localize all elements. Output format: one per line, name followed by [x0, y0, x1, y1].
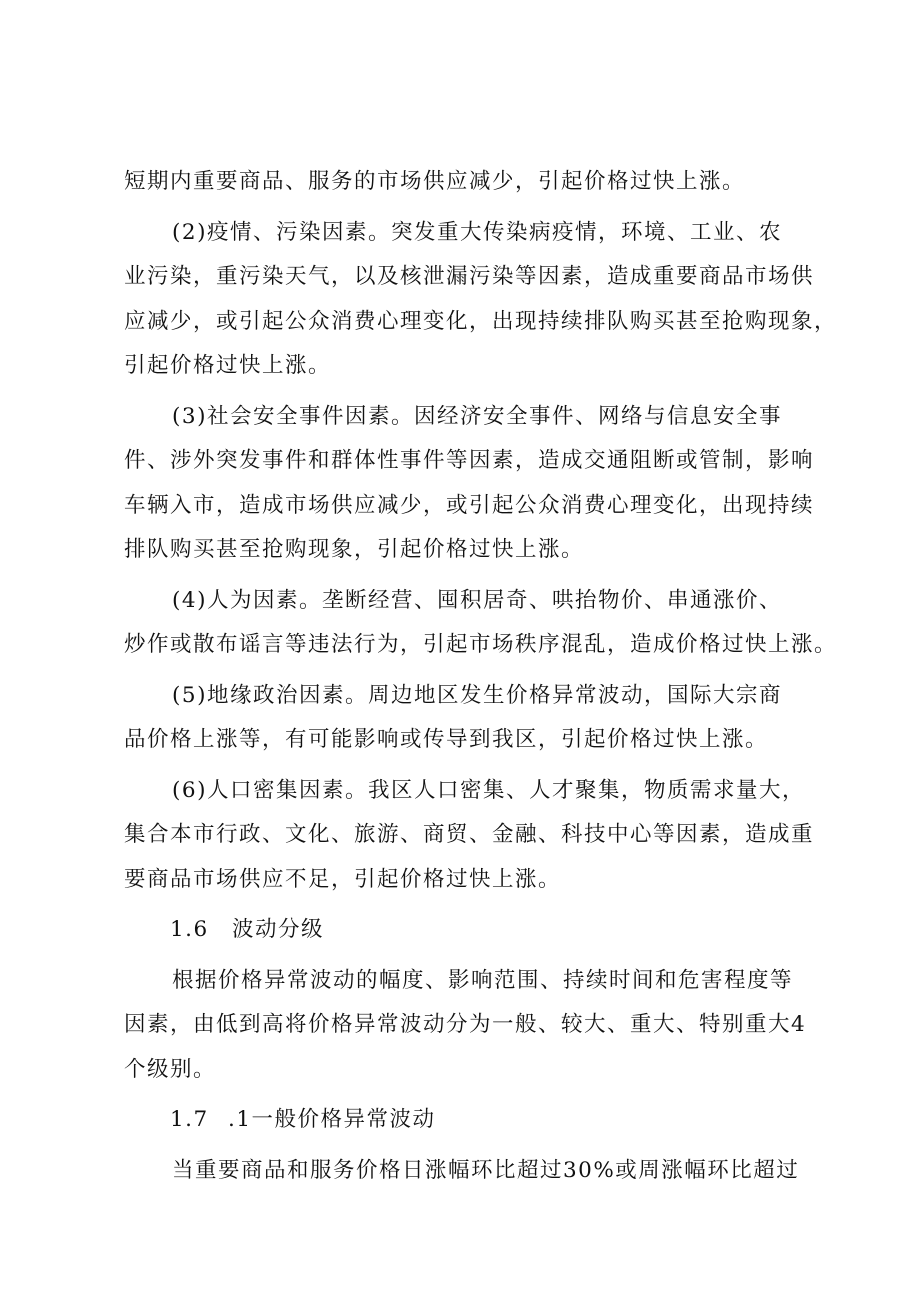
paragraph-epidemic-pollution — [124, 211, 838, 389]
paragraph-line: (5)地缘政治因素。周边地区发生价格异常波动，国际大宗商 — [172, 682, 782, 708]
paragraph-line: 当重要商品和服务价格日涨幅环比超过30%或周涨幅环比超过 — [172, 1157, 800, 1183]
paragraph-line: 件、涉外突发事件和群体性事件等因素，造成交通阻断或管制，影响 — [124, 448, 815, 473]
section-number: 1.6 — [170, 917, 209, 942]
paragraph-human-factors — [124, 579, 838, 668]
paragraph-line: 业污染，重污染天气，以及核泄漏污染等因素，造成重要商品市场供 — [124, 264, 815, 289]
paragraph-line: 排队购买甚至抢购现象，引起价格过快上涨。 — [124, 537, 585, 562]
paragraph-line: 炒作或散布谣言等违法行为，引起市场秩序混乱，造成价格过快上涨。 — [124, 632, 838, 657]
paragraph-line: 根据价格异常波动的幅度、影响范围、持续时间和危害程度等 — [172, 967, 794, 993]
paragraph-line: (2)疫情、污染因素。突发重大传染病疫情，环境、工业、农 — [172, 219, 782, 245]
paragraph-line: 因素，由低到高将价格异常波动分为一般、较大、重大、特别重大4 — [124, 1012, 807, 1037]
paragraph-line: (3)社会安全事件因素。因经济安全事件、网络与信息安全事 — [172, 403, 782, 429]
paragraph-line: 个级别。 — [124, 1056, 217, 1082]
paragraph-line: 引起价格过快上涨。 — [124, 353, 332, 378]
section-number: 1.7 — [170, 1107, 209, 1132]
paragraph-social-security — [124, 395, 815, 573]
paragraph-line: 应减少，或引起公众消费心理变化，出现持续排队购买甚至抢购现象， — [124, 308, 838, 334]
paragraph-grading — [124, 959, 810, 1093]
paragraph-line: 短期内重要商品、服务的市场供应减少，引起价格过快上涨。 — [124, 169, 746, 194]
paragraph-line: (4)人为因素。垄断经营、囤积居奇、哄抬物价、串通涨价、 — [172, 587, 782, 613]
section-heading-1-7 — [124, 1098, 810, 1143]
paragraph-line: 车辆入市，造成市场供应减少，或引起公众消费心理变化，出现持续 — [124, 492, 815, 518]
paragraph-line: (6)人口密集因素。我区人口密集、人才聚集，物质需求量大， — [172, 777, 805, 803]
paragraph-line: 品价格上涨等，有可能影响或传导到我区，引起价格过快上涨。 — [124, 727, 769, 752]
section-heading-1-6 — [124, 908, 810, 953]
paragraph-geopolitics — [124, 674, 810, 763]
section-title: .1一般价格异常波动 — [228, 1107, 436, 1132]
paragraph-line: 集合本市行政、文化、旅游、商贸、金融、科技中心等因素，造成重 — [124, 822, 815, 847]
section-title: 波动分级 — [232, 917, 325, 942]
paragraph-line: 要商品市场供应不足，引起价格过快上涨。 — [124, 866, 562, 892]
paragraph-population-density — [124, 769, 815, 903]
